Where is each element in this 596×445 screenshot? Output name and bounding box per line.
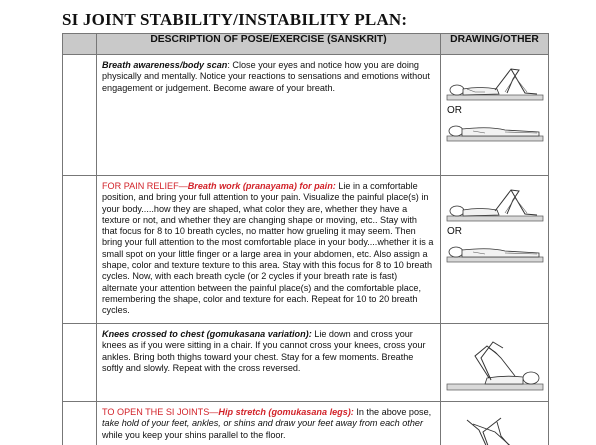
- page-title: SI JOINT STABILITY/INSTABILITY PLAN:: [62, 10, 408, 29]
- knees-bent-supine-illustration: [445, 180, 545, 224]
- drawing-cell: [441, 402, 549, 445]
- drawing-cell: [441, 176, 549, 324]
- header-drawing: DRAWING/OTHER: [441, 34, 549, 55]
- row-number-cell: [63, 324, 97, 402]
- section-prefix: TO OPEN THE SI JOINTS: [102, 407, 210, 417]
- table-row: [63, 324, 549, 402]
- section-dash: —: [209, 407, 219, 417]
- exercise-instructions: Lie in a comfortable position, and bring your full attention to your pain. Visualize the painful place(s) in your body.....how they are shaped, what color they are, whether they have a texture or not, and whether they are changing shape or moving, etc.. Stay with that focus for 8 to 10 breath cycles, no matter how grueling it may seem. Then bring your full attention to the most comfortable place in your body....whether it is a small spot on your little finger or a large area in your abdomen, etc. Also assign a shape, color and texture texture to this area. Stay with this focus for 8 to 10 breath cycles. Now, with each breath cycle (or 2 cycles if your breath rate is fast) alternate your attention between the painful place(s) and the comfortable place, remembering the shape, color and texture for each. Repeat for 10 to 20 breath cycles.: [102, 181, 434, 316]
- row-number-cell: [63, 402, 97, 445]
- knees-crossed-to-chest-illustration: [445, 328, 545, 396]
- description-cell: [97, 402, 441, 445]
- table-header-row: [63, 34, 549, 55]
- table-row: [63, 402, 549, 445]
- row-number-cell: [63, 176, 97, 324]
- description-cell: [97, 324, 441, 402]
- header-number: [63, 34, 97, 55]
- exercise-emphasis: take hold of your feet, ankles, or shins and draw your feet away from each other: [102, 418, 423, 429]
- description-cell: [97, 55, 441, 176]
- exercise-name: Breath awareness/body scan: [102, 60, 228, 70]
- header-description: DESCRIPTION OF POSE/EXERCISE (SANSKRIT): [97, 34, 441, 55]
- exercise-instructions: In the above pose,: [353, 407, 432, 417]
- exercise-instructions: Lie down and cross your knees as if you were sitting in a chair. If you cannot cross your knees, cross your ankles. Bring both thighs toward your chest. Stay for a few moments. Breathe softly and slowly. Repeat with the cross reversed.: [102, 329, 426, 373]
- table-row: [63, 176, 549, 324]
- drawing-cell: [441, 324, 549, 402]
- exercise-table: [62, 33, 549, 445]
- drawing-cell: [441, 55, 549, 176]
- exercise-name: Knees crossed to chest (gomukasana variation):: [102, 329, 312, 339]
- exercise-instructions-end: while you keep your shins parallel to the floor.: [102, 429, 286, 440]
- lying-flat-supine-illustration: [445, 118, 545, 144]
- row-number-cell: [63, 55, 97, 176]
- section-dash: —: [178, 181, 188, 191]
- table-row: [63, 55, 549, 176]
- lying-flat-supine-illustration: [445, 239, 545, 265]
- exercise-name: Hip stretch (gomukasana legs):: [218, 407, 354, 417]
- exercise-instructions: : Close your eyes and notice how you are doing physically and mentally. Notice your reactions to sensations and emotions without engagement or judgement. Become aware of your breath.: [102, 60, 430, 93]
- or-label: OR: [447, 105, 462, 116]
- knees-bent-supine-illustration: [445, 59, 545, 103]
- description-cell: [97, 176, 441, 324]
- or-label: OR: [447, 226, 462, 237]
- section-prefix: FOR PAIN RELIEF: [102, 181, 179, 191]
- hip-stretch-illustration: [445, 406, 545, 445]
- exercise-name: Breath work (pranayama) for pain:: [187, 181, 336, 191]
